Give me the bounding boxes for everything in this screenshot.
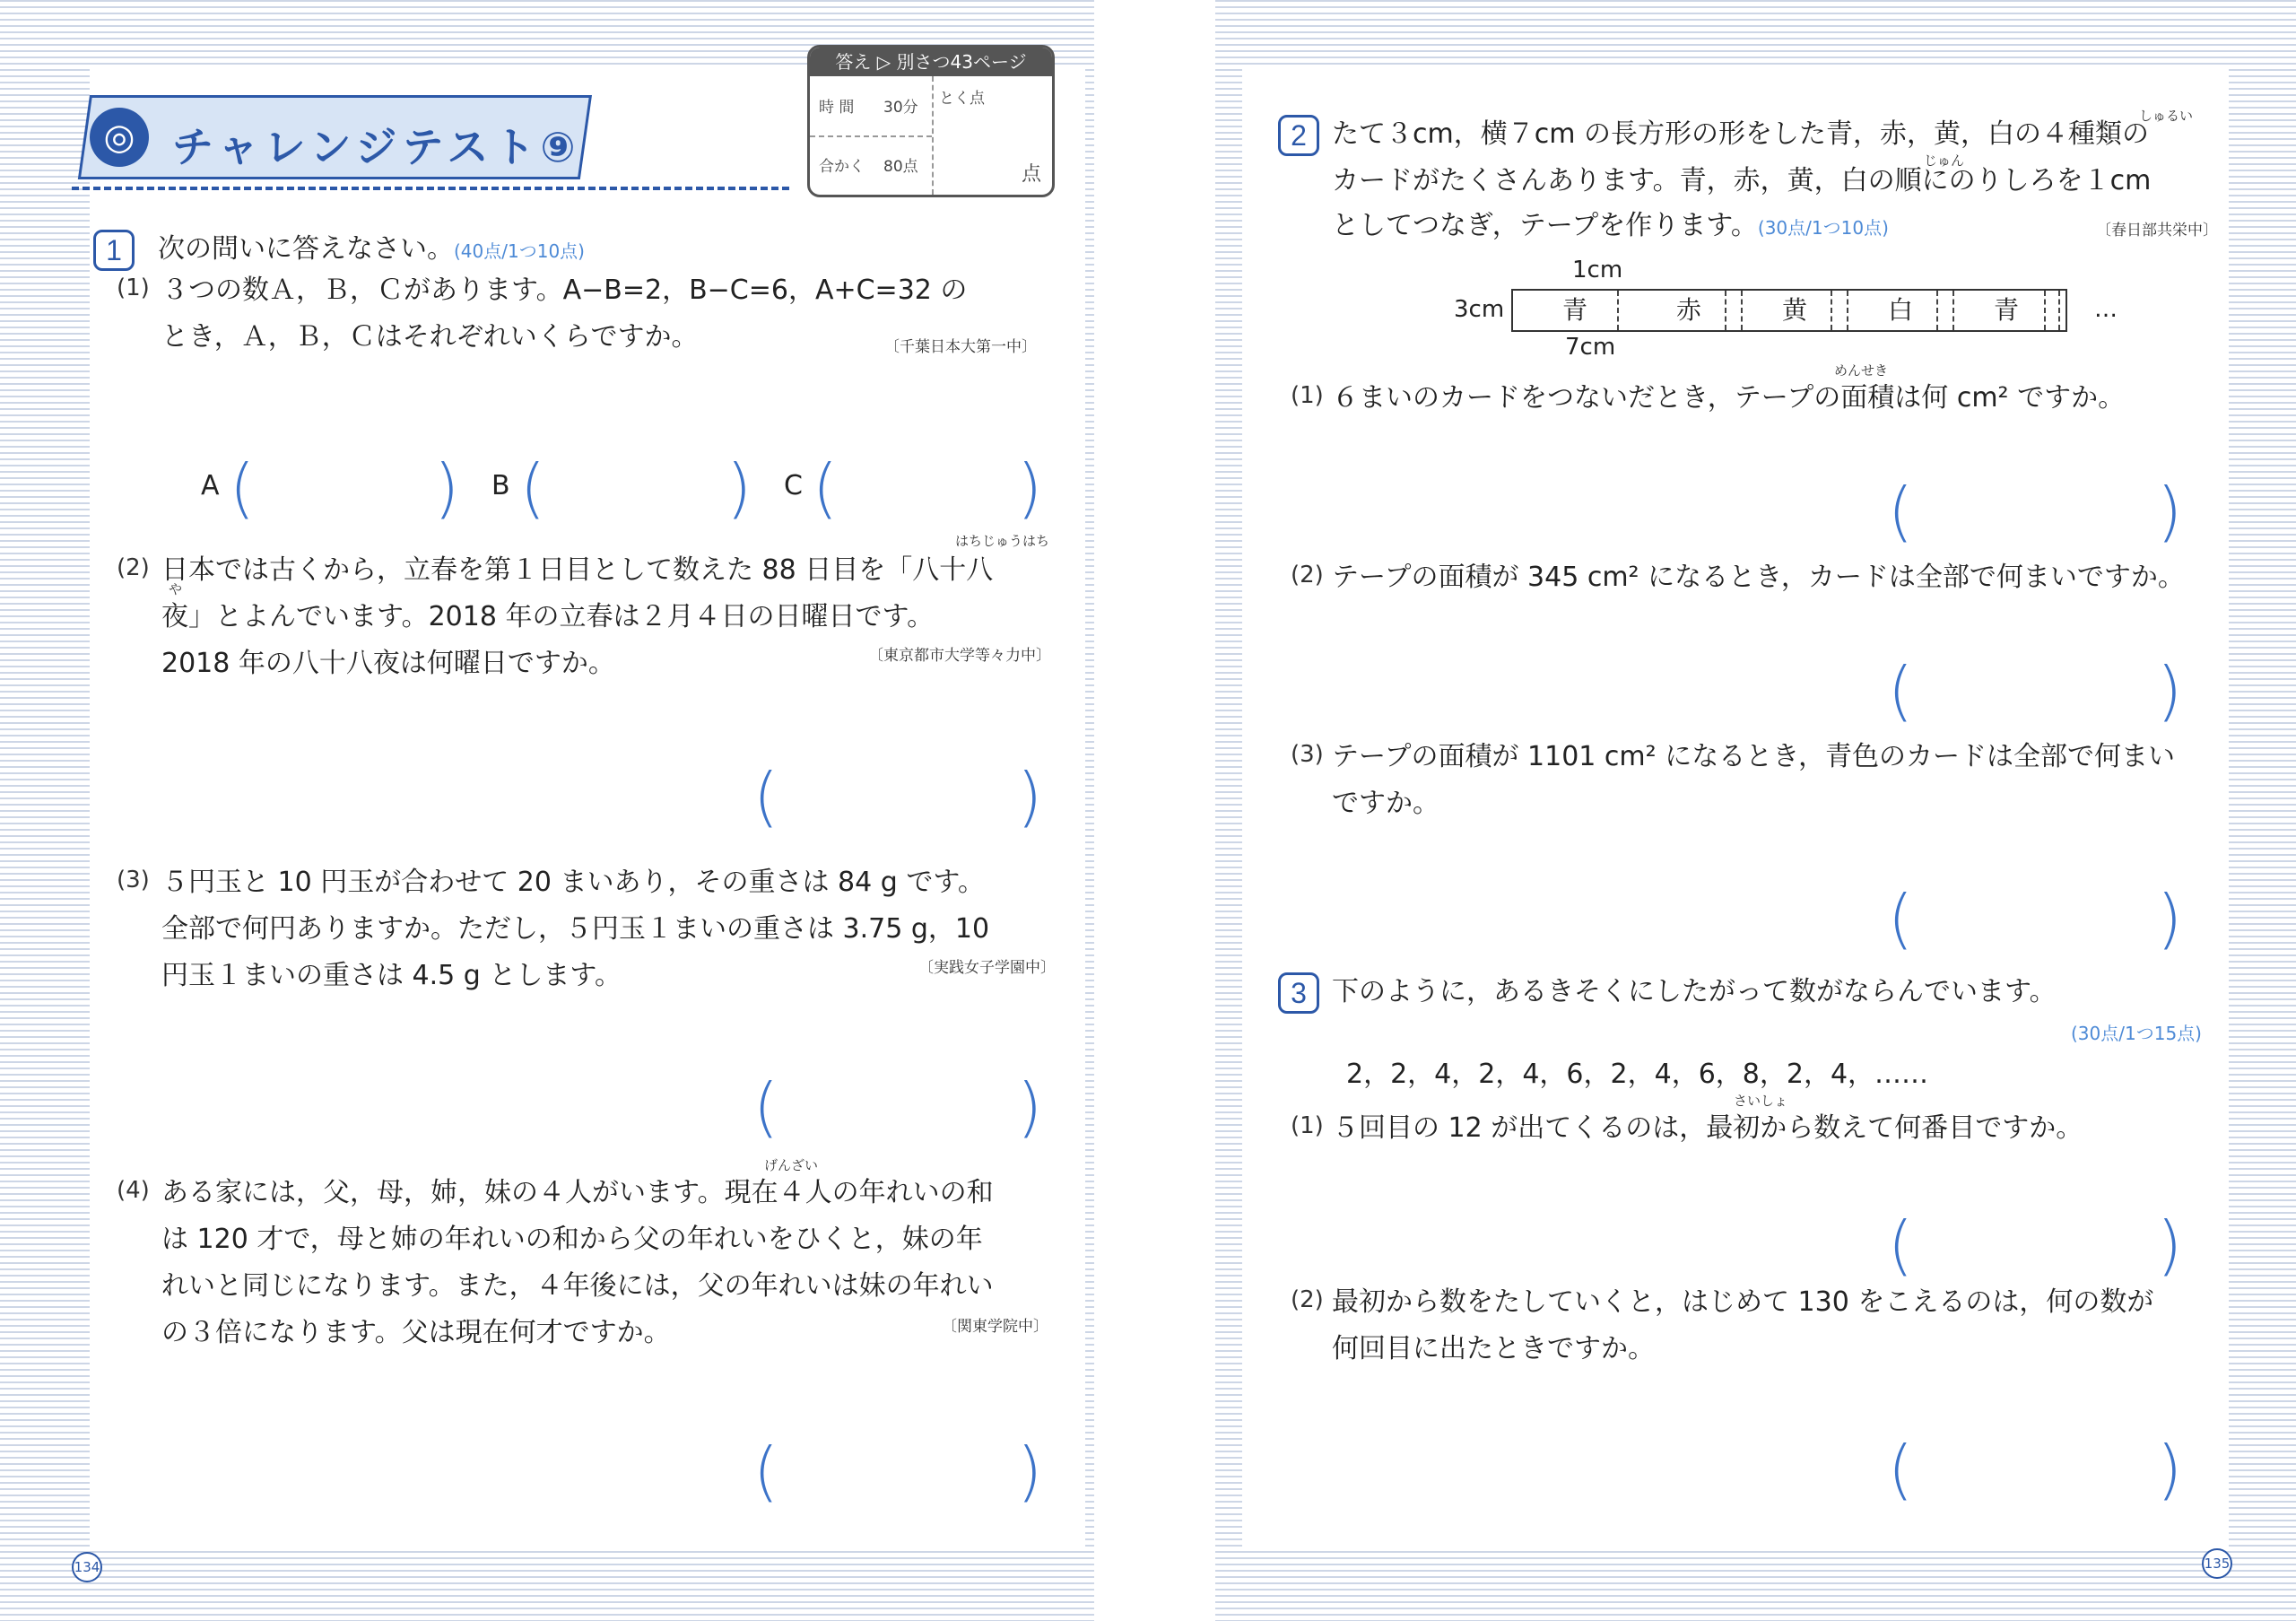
answer-close-paren: ) <box>2157 1207 2183 1283</box>
q1-1-source: 〔千葉日本大第一中〕 <box>884 338 1037 356</box>
answer-open-paren: ( <box>753 1434 779 1509</box>
q1-1-line1: ３つの数Ａ，Ｂ，Ｃがあります。A−B=2，B−C=6，A+C=32 の <box>161 275 968 306</box>
answer-open-paren: ( <box>520 450 546 526</box>
overlap-marker <box>1831 291 1832 330</box>
q3-points: (30点/1つ15点) <box>2071 1023 2202 1044</box>
card-blue-2: 青 <box>1954 291 2060 330</box>
answer-close-paren: ) <box>1017 1434 1043 1509</box>
q2-line1: たて３cm，横７cm の長方形の形をした青，赤，黄，白の４種類の <box>1332 118 2149 150</box>
q1-4-line1: ある家には，父，母，姉，妹の４人がいます。現在４人の年れいの和 <box>161 1177 994 1208</box>
answer-close-paren: ) <box>2157 474 2183 549</box>
q1-4-line3: れいと同じになります。また，４年後には，父の年れいは妹の年れい <box>161 1270 994 1302</box>
q1-4-line2: は 120 才で，母と姉の年れいの和から父の年れいをひくと，妹の年 <box>161 1224 983 1255</box>
q1-4-source: 〔関東学院中〕 <box>942 1318 1048 1336</box>
q1-2-ruby: はちじゅうはち <box>955 533 1050 549</box>
q3-2-label: (2) <box>1291 1286 1324 1313</box>
q2-1-ruby: めんせき <box>1834 362 1889 379</box>
answer-open-paren: ( <box>1888 474 1914 549</box>
title-divider <box>72 187 789 190</box>
q3-2-line1: 最初から数をたしていくと，はじめて 130 をこえるのは，何の数が <box>1332 1286 2154 1318</box>
q1-1-answer-b-label: B <box>491 470 510 501</box>
pass-value: 80点 <box>883 158 918 176</box>
q1-2-line2: 夜」とよんでいます。2018 年の立春は２月４日の日曜日です。 <box>161 601 935 632</box>
width-label: 7cm <box>1565 334 1616 361</box>
answer-open-paren: ( <box>1888 1432 1914 1507</box>
q1-2-line1: 日本では古くから，立春を第１日目として数えた 88 日目を「八十八 <box>161 554 994 586</box>
q2-2-text: テープの面積が 345 cm² になるとき，カードは全部で何まいですか。 <box>1332 562 2185 593</box>
question-number-2: 2 <box>1278 115 1319 156</box>
right-page <box>1215 0 2296 1621</box>
overlap-marker <box>1617 291 1619 330</box>
score-divider-v <box>932 76 934 195</box>
q1-3-source: 〔実践女子学園中〕 <box>918 959 1056 977</box>
score-divider-h <box>810 135 932 137</box>
right-panel <box>1242 68 2229 1548</box>
answer-open-paren: ( <box>813 450 839 526</box>
answer-close-paren: ) <box>2157 653 2183 728</box>
card-red: 赤 <box>1637 291 1743 330</box>
q1-3-line1: ５円玉と 10 円玉が合わせて 20 まいあり，その重さは 84 g です。 <box>161 867 985 898</box>
overlap-label: 1cm <box>1572 257 1623 283</box>
q1-1-line2: とき，Ａ，Ｂ，Ｃはそれぞれいくらですか。 <box>161 321 699 353</box>
q3-2-line2: 何回目に出たときですか。 <box>1332 1333 1655 1364</box>
q1-4-ruby: げんざい <box>764 1157 819 1173</box>
overlap-marker <box>1725 291 1726 330</box>
q1-1-answer-a-label: A <box>201 470 220 501</box>
q2-3-line2: ですか。 <box>1332 788 1439 819</box>
q2-1-text: ６まいのカードをつないだとき，テープの面積は何 cm² ですか。 <box>1332 382 2126 414</box>
q2-line3-text: としてつなぎ，テープを作ります。 <box>1332 210 1758 241</box>
q3-1-ruby: さいしょ <box>1734 1093 1788 1109</box>
answer-close-paren: ) <box>2157 881 2183 956</box>
answer-open-paren: ( <box>1888 1207 1914 1283</box>
page-number: 134 <box>72 1552 102 1582</box>
question-number-1: 1 <box>93 230 135 271</box>
overlap-marker <box>1936 291 1938 330</box>
q1-2-ruby-ya: や <box>169 581 183 597</box>
q1-1-label: (1) <box>117 275 150 301</box>
q3-1-label: (1) <box>1291 1112 1324 1139</box>
q1-3-line2: 全部で何円ありますか。ただし，５円玉１まいの重さは 3.75 g，10 <box>161 913 990 945</box>
q2-line3 <box>1332 203 1889 251</box>
page-title: チャレンジテスト⑨ <box>172 123 581 171</box>
score-box <box>807 45 1055 197</box>
answer-open-paren: ( <box>1888 881 1914 956</box>
q1-4-line4: の３倍になります。父は現在何才ですか。 <box>161 1317 671 1348</box>
tape-diagram <box>1511 289 2067 332</box>
card-white: 白 <box>1848 291 1954 330</box>
answer-close-paren: ) <box>2157 1432 2183 1507</box>
page-number: 135 <box>2202 1548 2232 1579</box>
height-label: 3cm <box>1454 296 1505 323</box>
q1-3-line3: 円玉１まいの重さは 4.5 g とします。 <box>161 960 622 991</box>
question-number-3: 3 <box>1278 972 1319 1014</box>
q3-1-text: ５回目の 12 が出てくるのは，最初から数えて何番目ですか。 <box>1332 1112 2083 1144</box>
q2-3-label: (3) <box>1291 741 1324 768</box>
q3-prompt: 下のように，あるきそくにしたがって数がならんでいます。 <box>1332 976 2057 1007</box>
answer-close-paren: ) <box>1017 759 1043 834</box>
answer-open-paren: ( <box>753 1069 779 1145</box>
tape-ellipsis: … <box>2094 296 2118 323</box>
card-yellow: 黄 <box>1743 291 1848 330</box>
q1-3-label: (3) <box>117 867 150 893</box>
q2-points: (30点/1つ10点) <box>1757 217 1889 239</box>
answer-open-paren: ( <box>753 759 779 834</box>
q2-source: 〔春日部共栄中〕 <box>2096 222 2218 240</box>
q2-ruby-shurui: しゅるい <box>2139 108 2194 124</box>
answer-close-paren: ) <box>726 450 752 526</box>
q1-2-label: (2) <box>117 554 150 581</box>
target-icon: ◎ <box>90 108 149 167</box>
left-panel <box>90 51 1085 1548</box>
answer-close-paren: ) <box>1017 1069 1043 1145</box>
q1-1-answer-c-label: C <box>784 470 803 501</box>
answer-close-paren: ) <box>434 450 460 526</box>
q2-line2: カードがたくさんあります。青，赤，黄，白の順にのりしろを１cm <box>1332 165 2152 196</box>
q3-sequence: 2，2，4，2，4，6，2，4，6，8，2，4，…… <box>1346 1059 1929 1090</box>
q2-1-label: (1) <box>1291 382 1324 409</box>
score-unit: 点 <box>1022 163 1042 186</box>
pass-label: 合かく <box>819 158 865 176</box>
answer-reference: 答え ▷ 別さつ43ページ <box>810 48 1052 76</box>
q1-prompt-text: 次の問いに答えなさい。 <box>158 233 454 265</box>
q2-3-line1: テープの面積が 1101 cm² になるとき，青色のカードは全部で何まい <box>1332 741 2175 772</box>
q1-4-label: (4) <box>117 1177 150 1204</box>
q2-ruby-jun: じゅん <box>1924 153 1965 169</box>
left-page <box>0 0 1094 1621</box>
q1-2-source: 〔東京都市大学等々力中〕 <box>868 647 1051 665</box>
score-label: とく点 <box>939 90 985 108</box>
answer-open-paren: ( <box>230 450 256 526</box>
overlap-marker <box>2044 291 2046 330</box>
q1-2-line3: 2018 年の八十八夜は何曜日ですか。 <box>161 648 615 679</box>
answer-open-paren: ( <box>1888 653 1914 728</box>
time-value: 30分 <box>883 99 918 117</box>
time-label: 時 間 <box>819 99 855 117</box>
card-blue: 青 <box>1561 295 1587 325</box>
answer-close-paren: ) <box>1017 450 1043 526</box>
q2-2-label: (2) <box>1291 562 1324 588</box>
q1-points: (40点/1つ10点) <box>454 240 585 262</box>
